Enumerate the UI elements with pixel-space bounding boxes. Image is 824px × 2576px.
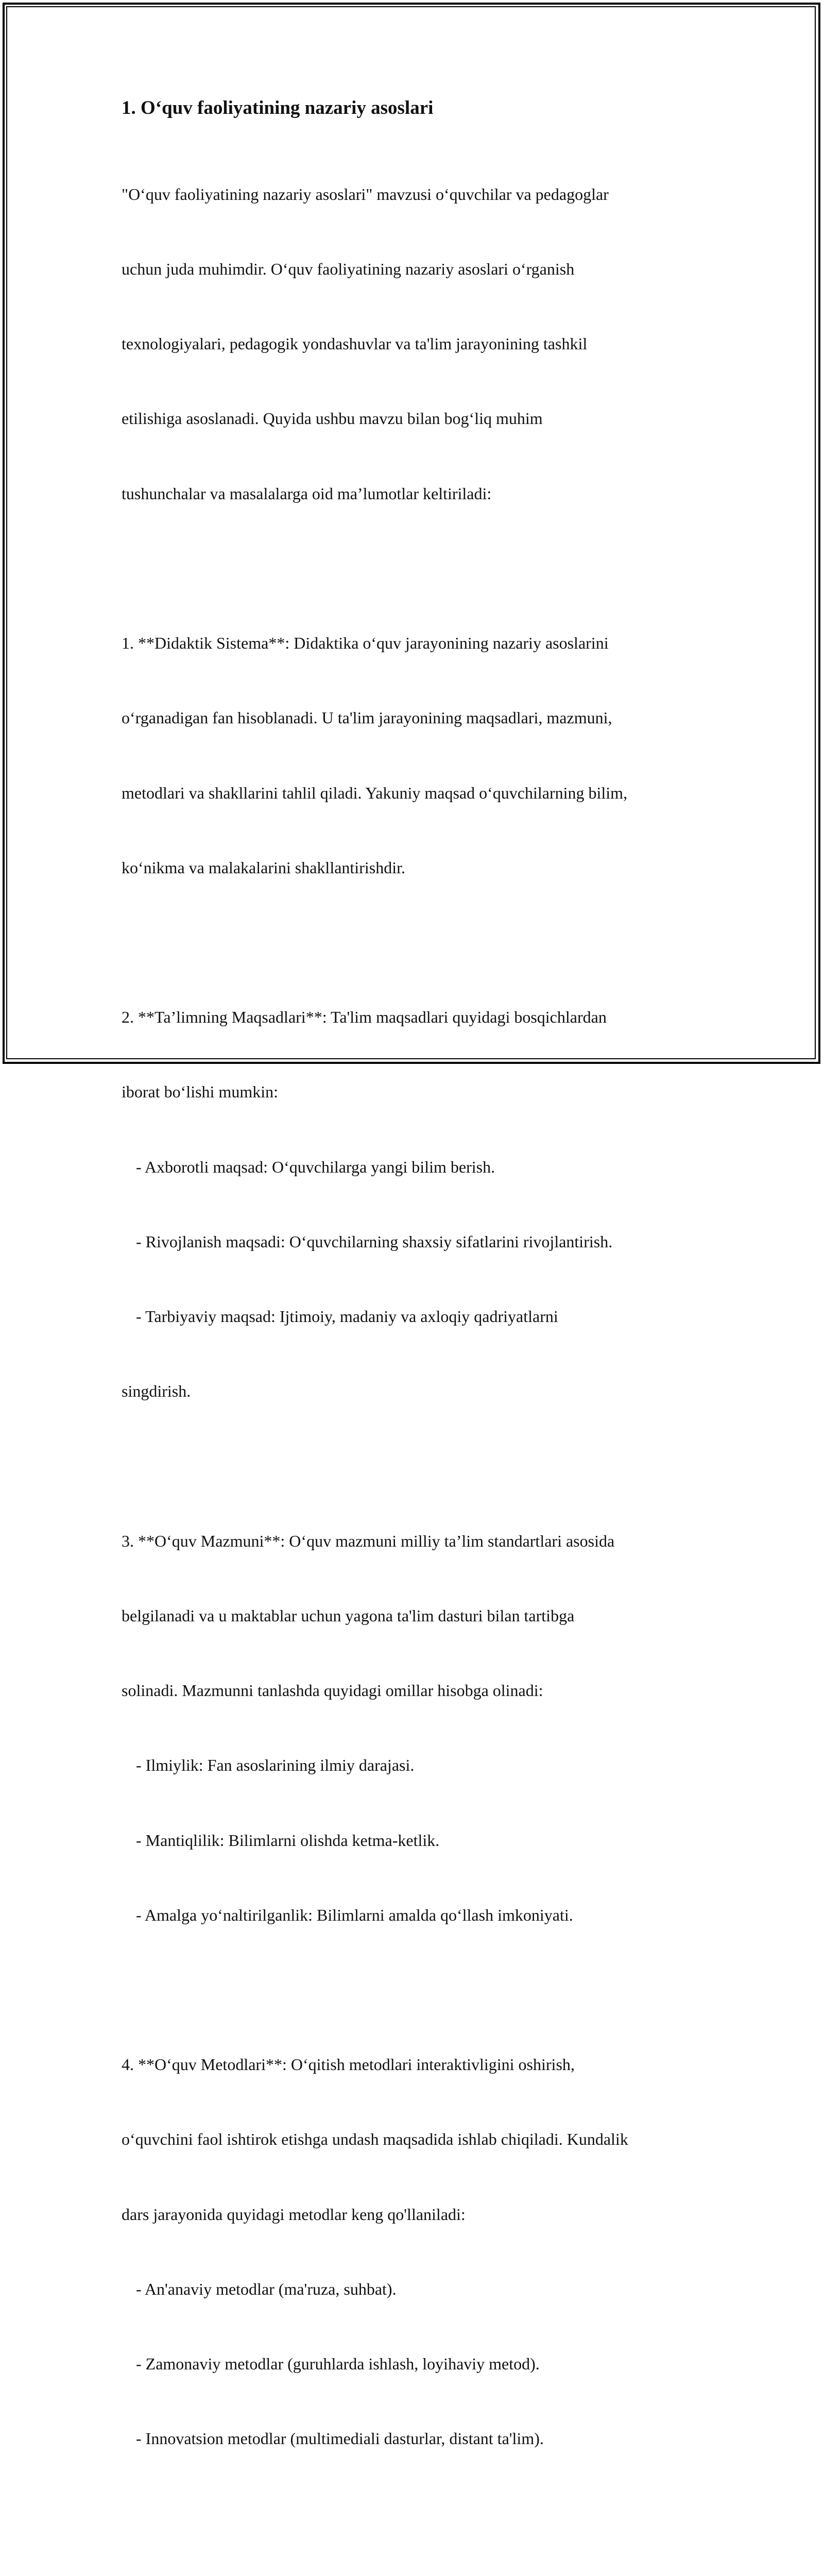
- education-goals-paragraph: [122, 955, 714, 1453]
- paragraph-line: iborat bo‘lishi mumkin:: [122, 1079, 714, 1104]
- study-content-paragraph: [122, 1479, 714, 1977]
- paragraph-line: ko‘nikma va malakalarini shakllantirishdir.: [122, 855, 714, 880]
- list-item: - Tarbiyaviy maqsad: Ijtimoiy, madaniy va axloqiy qadriyatlarni: [122, 1304, 714, 1329]
- paragraph-gap: [122, 556, 714, 581]
- paragraph-line: 1. **Didaktik Sistema**: Didaktika o‘quv jarayonining nazariy asoslarini: [122, 631, 714, 655]
- list-item: - An'anaviy metodlar (ma'ruza, suhbat).: [122, 2277, 714, 2301]
- paragraph-gap: [122, 1977, 714, 2002]
- intro-line: "O‘quv faoliyatining nazariy asoslari" mavzusi o‘quvchilar va pedagoglar: [122, 182, 714, 207]
- paragraph-line: singdirish.: [122, 1379, 714, 1403]
- didactic-system-paragraph: [122, 581, 714, 930]
- paragraph-gap: [122, 1454, 714, 1479]
- section-heading: 1. O‘quv faoliyatining nazariy asoslari: [122, 97, 714, 120]
- paragraph-line: metodlari va shakllarini tahlil qiladi. Yakuniy maqsad o‘quvchilarning bilim,: [122, 781, 714, 805]
- list-item: - Ilmiylik: Fan asoslarining ilmiy darajasi.: [122, 1753, 714, 1777]
- paragraph-line: o‘rganadigan fan hisoblanadi. U ta'lim jarayonining maqsadlari, mazmuni,: [122, 705, 714, 730]
- list-item: - Innovatsion metodlar (multimediali dasturlar, distant ta'lim).: [122, 2426, 714, 2451]
- list-item: - Zamonaviy metodlar (guruhlarda ishlash, loyihaviy metod).: [122, 2351, 714, 2376]
- intro-line: etilishiga asoslanadi. Quyida ushbu mavzu bilan bog‘liq muhim: [122, 406, 714, 431]
- intro-line: uchun juda muhimdir. O‘quv faoliyatining nazariy asoslari o‘rganish: [122, 257, 714, 281]
- intro-line: tushunchalar va masalalarga oid ma’lumotlar keltiriladi:: [122, 481, 714, 506]
- paragraph-line: 2. **Ta’limning Maqsadlari**: Ta'lim maqsadlari quyidagi bosqichlardan: [122, 1005, 714, 1029]
- document-body: [122, 97, 714, 2576]
- paragraph-line: solinadi. Mazmunni tanlashda quyidagi omillar hisobga olinadi:: [122, 1678, 714, 1703]
- list-item: - Amalga yo‘naltirilganlik: Bilimlarni amalda qo‘llash imkoniyati.: [122, 1903, 714, 1927]
- paragraph-line: dars jarayonida quyidagi metodlar keng qo'llaniladi:: [122, 2202, 714, 2227]
- intro-paragraph: [122, 132, 714, 556]
- intro-line: texnologiyalari, pedagogik yondashuvlar va ta'lim jarayonining tashkil: [122, 331, 714, 356]
- paragraph-line: o‘quvchini faol ishtirok etishga undash maqsadida ishlab chiqiladi. Kundalik: [122, 2127, 714, 2151]
- paragraph-line: 3. **O‘quv Mazmuni**: O‘quv mazmuni milliy ta’lim standartlari asosida: [122, 1529, 714, 1553]
- organizational-forms-paragraph: [122, 2526, 714, 2576]
- paragraph-line: 4. **O‘quv Metodlari**: O‘qitish metodlari interaktivligini oshirish,: [122, 2052, 714, 2077]
- paragraph-line: belgilanadi va u maktablar uchun yagona ta'lim dasturi bilan tartibga: [122, 1603, 714, 1628]
- list-item: - Rivojlanish maqsadi: O‘quvchilarning shaxsiy sifatlarini rivojlantirish.: [122, 1229, 714, 1254]
- list-item: - Axborotli maqsad: O‘quvchilarga yangi bilim berish.: [122, 1155, 714, 1179]
- paragraph-gap: [122, 930, 714, 955]
- list-item: - Mantiqlilik: Bilimlarni olishda ketma-ketlik.: [122, 1828, 714, 1853]
- study-methods-paragraph: [122, 2002, 714, 2501]
- paragraph-gap: [122, 2501, 714, 2526]
